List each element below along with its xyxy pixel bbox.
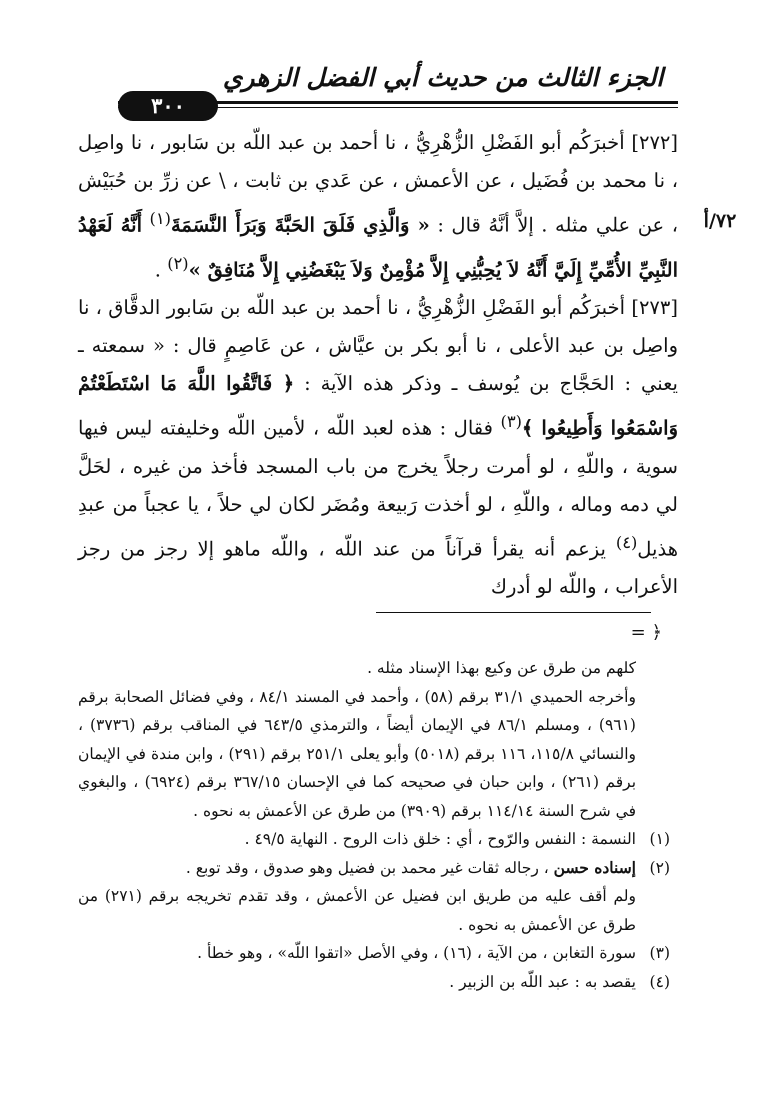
- hadith-quote: أَنَّهُ لَعَهْدُ النَّبِيِّ الأُمِّيِّ إِلَيَّ أَنَّهُ لاَ يُحِبُّنِي إِلاَّ مُؤْمِنٌ وَلاَ يَبْغَضُنِي إِلاَّ مُنَافِقٌ »: [78, 213, 678, 281]
- footnote-ref: (٢): [167, 253, 189, 273]
- footnote-2-cont: ولم أقف عليه من طريق ابن فضيل عن الأعمش ، وقد تقدم تخريجه برقم (٢٧١) من طرق عن الأعمش به نحوه .: [78, 887, 636, 934]
- footnote-continuation-mark: = ﴿: [630, 622, 662, 643]
- page-header: [78, 58, 678, 120]
- main-text: [78, 124, 678, 606]
- hadith-line: عَاصِمٍ قال : « سمعته ـ يعني : الحَجَّاج بن يُوسف ـ وذكر هذه الآية :: [78, 334, 678, 395]
- footnote-3: [78, 939, 670, 968]
- footnote-text: [78, 854, 636, 883]
- footnote-text-rest: ، رجاله ثقات غير محمد بن فضيل وهو صدوق ، وقد توبع .: [185, 858, 549, 877]
- footnote-separator: [376, 612, 651, 613]
- running-title: الجزء الثالث من حديث أبي الفضل الزهري: [222, 63, 664, 92]
- footnote-number: (٤): [649, 972, 670, 991]
- footnote-ref: (٣): [500, 412, 522, 431]
- footnotes: [78, 654, 670, 996]
- footnote-ref: (٤): [615, 532, 638, 552]
- hadith-line: أخبرَكُم أبو الفَضْلِ الزُّهْرِيُّ ، نا أحمد بن عبد اللّه بن: [215, 131, 625, 154]
- footnote-continuation: كلهم من طرق عن وكيع بهذا الإسناد مثله .: [367, 659, 636, 677]
- hadith-line: يزعم أنه يقرأ قرآناً من عند اللّه ، واللّه ماهو إلا رجز من رجز الأعراب ، واللّه لو أدرك: [78, 537, 678, 598]
- page-number-badge: ٣٠٠: [118, 91, 218, 121]
- manuscript-folio-ref: ٧٢/أ: [703, 210, 737, 232]
- hadith-line: سَابور ، نا واصِل ، نا محمد بن فُضَيل ، عن الأعمش ، عن عَدي بن: [78, 131, 678, 192]
- quran-ayah: ﴿ فَاتَّقُوا اللَّهَ مَا اسْتَطَعْتُمْ وَاسْمَعُوا وَأَطِيعُوا ﴾: [78, 372, 678, 440]
- footnote-ref: (١): [149, 209, 171, 228]
- footnote-number: (٣): [649, 944, 670, 962]
- hadith-line: سَابور الدقَّاق ، نا واصِل بن عبد الأعلى ، نا أبو بكر بن عيَّاش ، عن: [78, 296, 679, 357]
- hadith-number: [٢٧٣]: [631, 296, 678, 319]
- sentence-end: .: [154, 258, 161, 281]
- footnote-1: [78, 825, 670, 854]
- hadith-273: [78, 289, 678, 606]
- footnote-number: (١): [649, 830, 670, 848]
- footnote-number: (٢): [649, 858, 670, 877]
- footnote-2: [78, 854, 670, 883]
- hadith-272: [78, 124, 678, 289]
- footnote-continuation: وأخرجه الحميدي ٣١/١ برقم (٥٨) ، وأحمد في المسند ٨٤/١ ، وفي فضائل الصحابة برقم (٩٦١) ، ومسلم ٨٦/١ في الإيمان أيضاً ، والترمذي ٦٤٣/٥ في المناقب برقم (٣٧٣٦) ، والنسائي ١١٥/٨، ١١٦ برقم (٥٠١٨) وأبو يعلى ٢٥١/١ برقم (٢٩١) ، وابن مندة في الإيمان برقم (٢٦١) ، وابن حبان في صحيحه كما في الإحسان ٣٦٧/١٥ برقم (٦٩٢٤) ، والبغوي في شرح السنة ١١٤/١٤ برقم (٣٩٠٩) من طرق عن الأعمش به نحوه .: [78, 687, 637, 820]
- hadith-line: ثابت ، \ عن زرِّ بن حُبَيْش ، عن علي مثله . إلاَّ أنَّهُ قال :: [78, 169, 679, 237]
- footnote-4: [78, 968, 670, 997]
- hadith-quote: « وَالَّذِي فَلَقَ الحَبَّةَ وَبَرَأَ النَّسَمَةَ: [170, 213, 430, 237]
- footnote-text: النسمة : النفس والرّوح ، أي : خلق ذات الروح . النهاية ٤٩/٥ .: [244, 830, 636, 848]
- hadith-line: فقال : هذه لعبد اللّه ، لأمين اللّه وخليفته ليس فيها سوية ، واللّهِ ، لو أمرت رجلاً يخرج من باب المسجد فأخذ من غيره ، لحَلَّ لي دمه وماله ، واللّهِ ، لو أخذت رَبيعة ومُضَر لكان لي حلاً ، يا عجباً من عبدِ هذيل: [78, 416, 678, 560]
- hadith-line: أخبرَكُم أبو الفَضْلِ الزُّهْرِيُّ ، نا أحمد بن عبد اللّه بن: [220, 296, 626, 319]
- footnote-text: يقصد به : عبد اللّه بن الزبير .: [449, 972, 636, 991]
- footnote-text: سورة التغابن ، من الآية ، (١٦) ، وفي الأصل «اتقوا اللّه» ، وهو خطأ .: [197, 944, 636, 962]
- hadith-number: [٢٧٢]: [631, 131, 678, 154]
- isnad-grade: إسناده حسن: [553, 857, 636, 877]
